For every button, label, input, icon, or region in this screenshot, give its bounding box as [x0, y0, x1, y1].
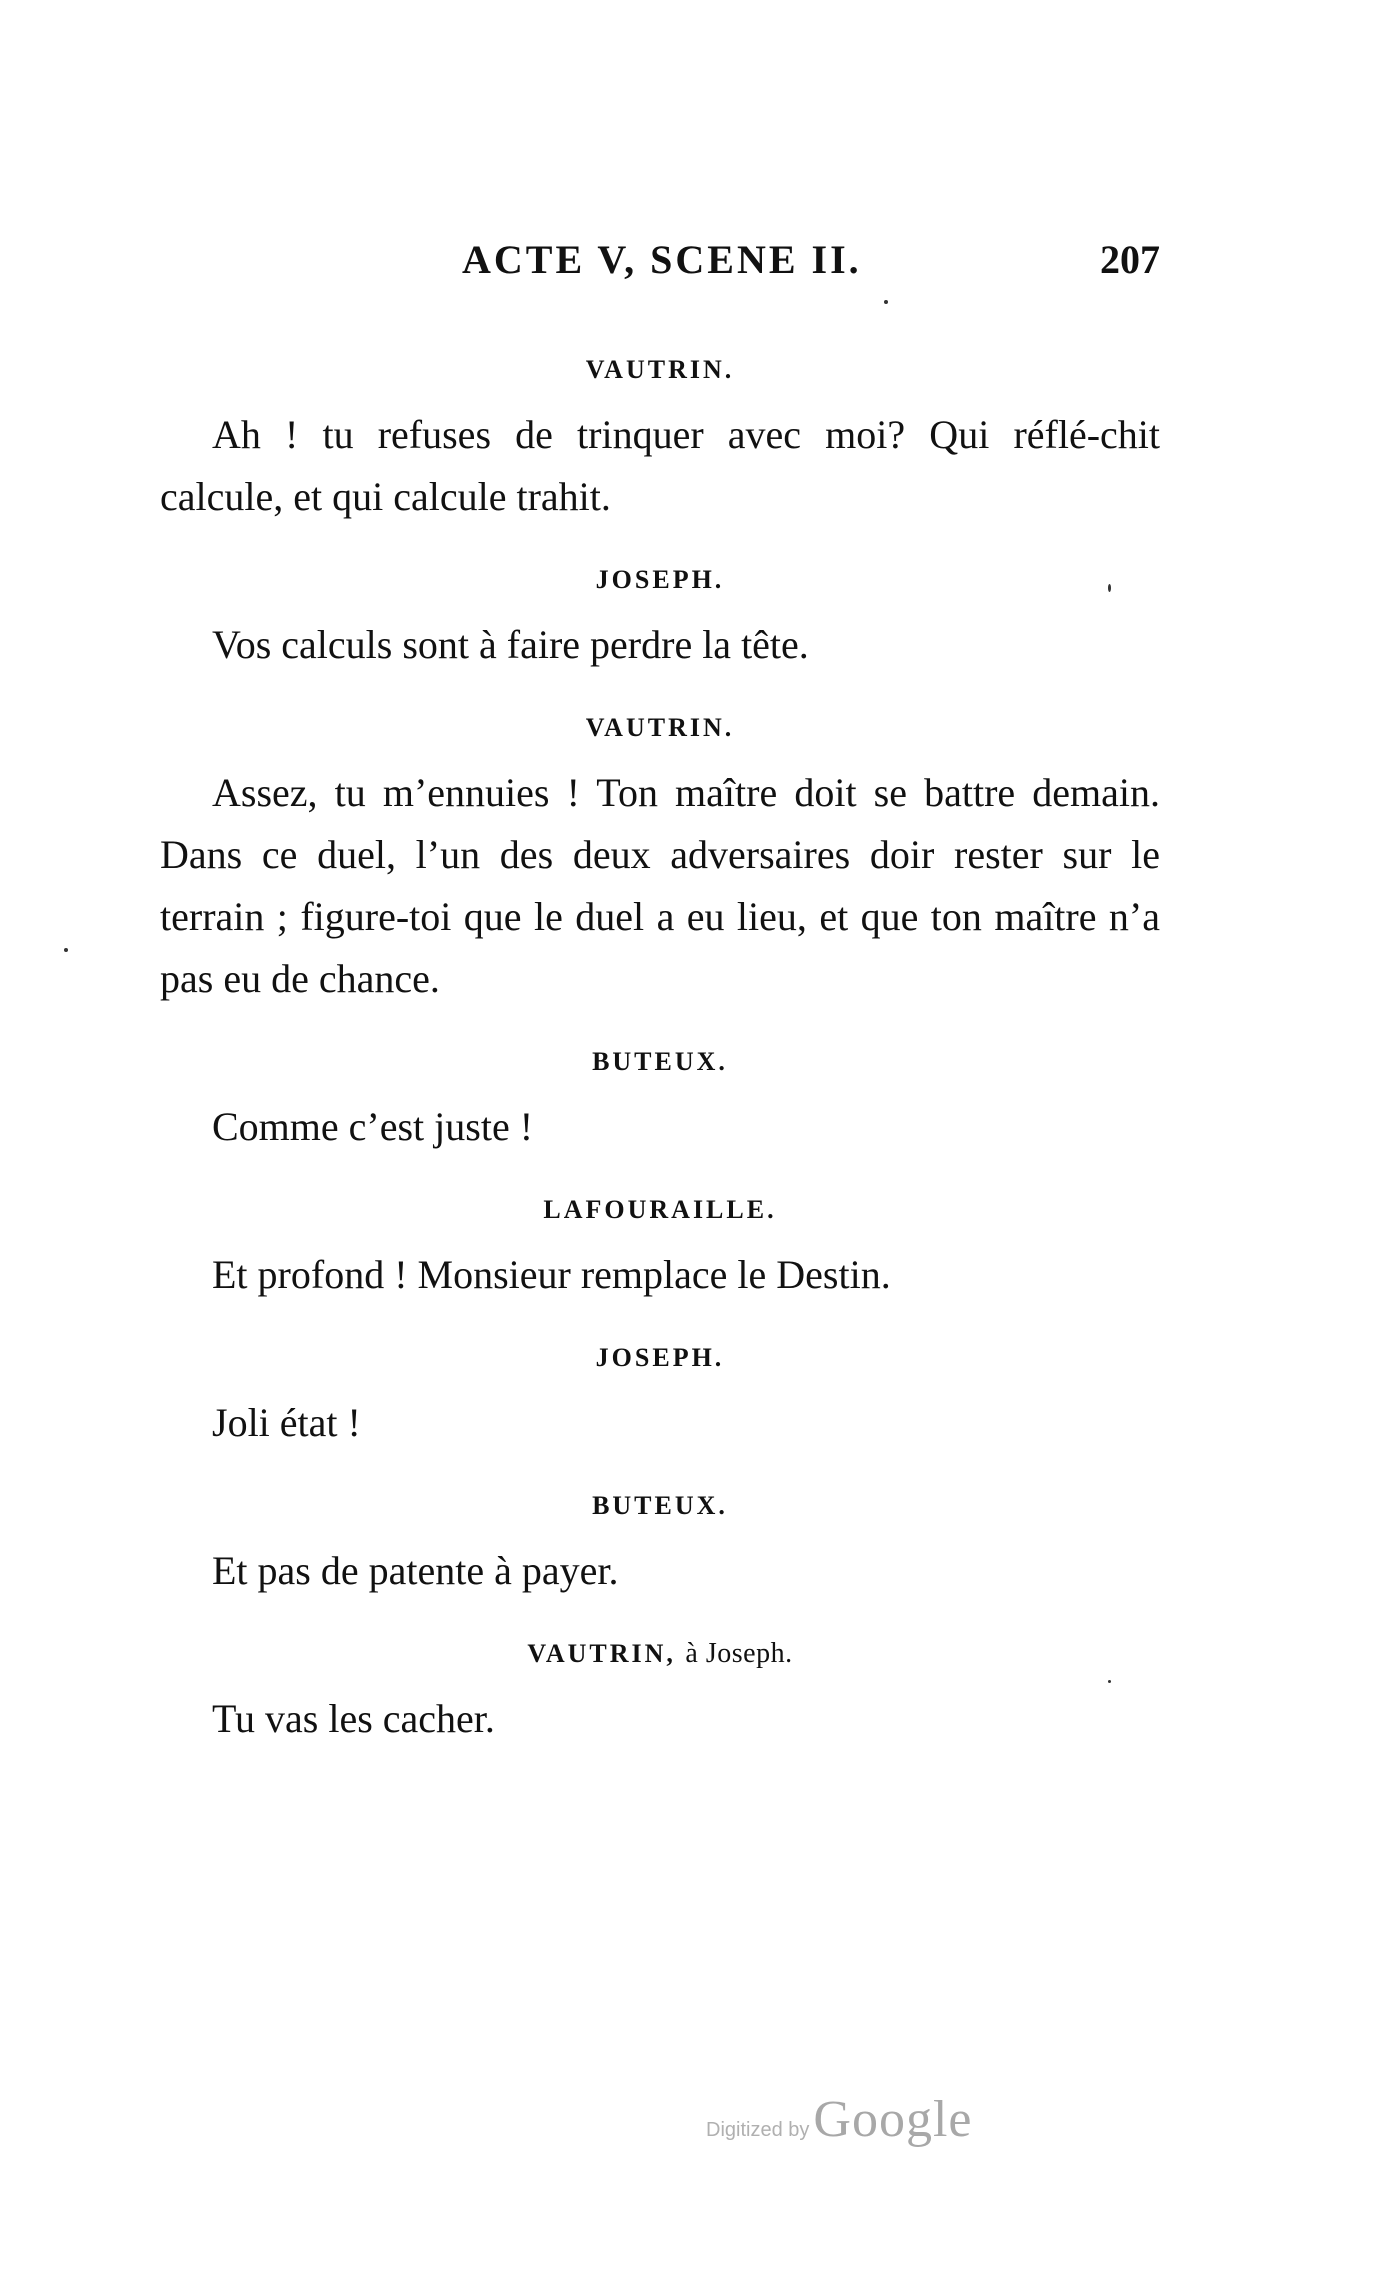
speaker-label: BUTEUX. — [592, 1491, 728, 1520]
speech: Assez, tu m’ennuies ! Ton maître doit se battre demain. Dans ce duel, l’un des deux adversaires doir rester sur le terrain ; figure-toi que le duel a eu lieu, et que ton maître n’a pas eu de chance. — [160, 770, 1160, 1001]
google-watermark — [706, 2090, 972, 2160]
digitized-by-text: Digitized by — [706, 2119, 810, 2141]
print-speck — [884, 300, 888, 304]
speech: Tu vas les cacher. — [212, 1696, 495, 1741]
speech: Joli état ! — [212, 1400, 361, 1445]
speaker-label: LAFOURAILLE. — [543, 1195, 777, 1224]
speaker-label: BUTEUX. — [592, 1047, 728, 1076]
speaker-name: VAUTRIN, — [527, 1639, 676, 1668]
print-speck — [64, 948, 68, 952]
stage-direction: à Joseph. — [685, 1638, 793, 1669]
speech: Vos calculs sont à faire perdre la tête. — [212, 622, 809, 667]
running-title: ACTE V, SCENE II. — [462, 237, 862, 282]
play-text — [160, 350, 1160, 1750]
google-logo-text: Google — [813, 2091, 973, 2148]
page-number: 207 — [1100, 237, 1160, 282]
speech: Et pas de patente à payer. — [212, 1548, 619, 1593]
speech: Ah ! tu refuses de trinquer avec moi? Qui réflé-chit calcule, et qui calcule trahit. — [160, 412, 1160, 519]
speaker-label: JOSEPH. — [595, 565, 725, 594]
print-speck — [1108, 1680, 1111, 1683]
print-speck — [1108, 584, 1111, 592]
speech: Comme c’est juste ! — [212, 1104, 534, 1149]
speech: Et profond ! Monsieur remplace le Destin. — [212, 1252, 891, 1297]
speaker-label: VAUTRIN. — [585, 355, 735, 384]
speaker-label: VAUTRIN. — [585, 713, 735, 742]
speaker-label — [160, 1634, 1160, 1674]
running-head — [160, 236, 1160, 296]
speaker-label: JOSEPH. — [595, 1343, 725, 1372]
